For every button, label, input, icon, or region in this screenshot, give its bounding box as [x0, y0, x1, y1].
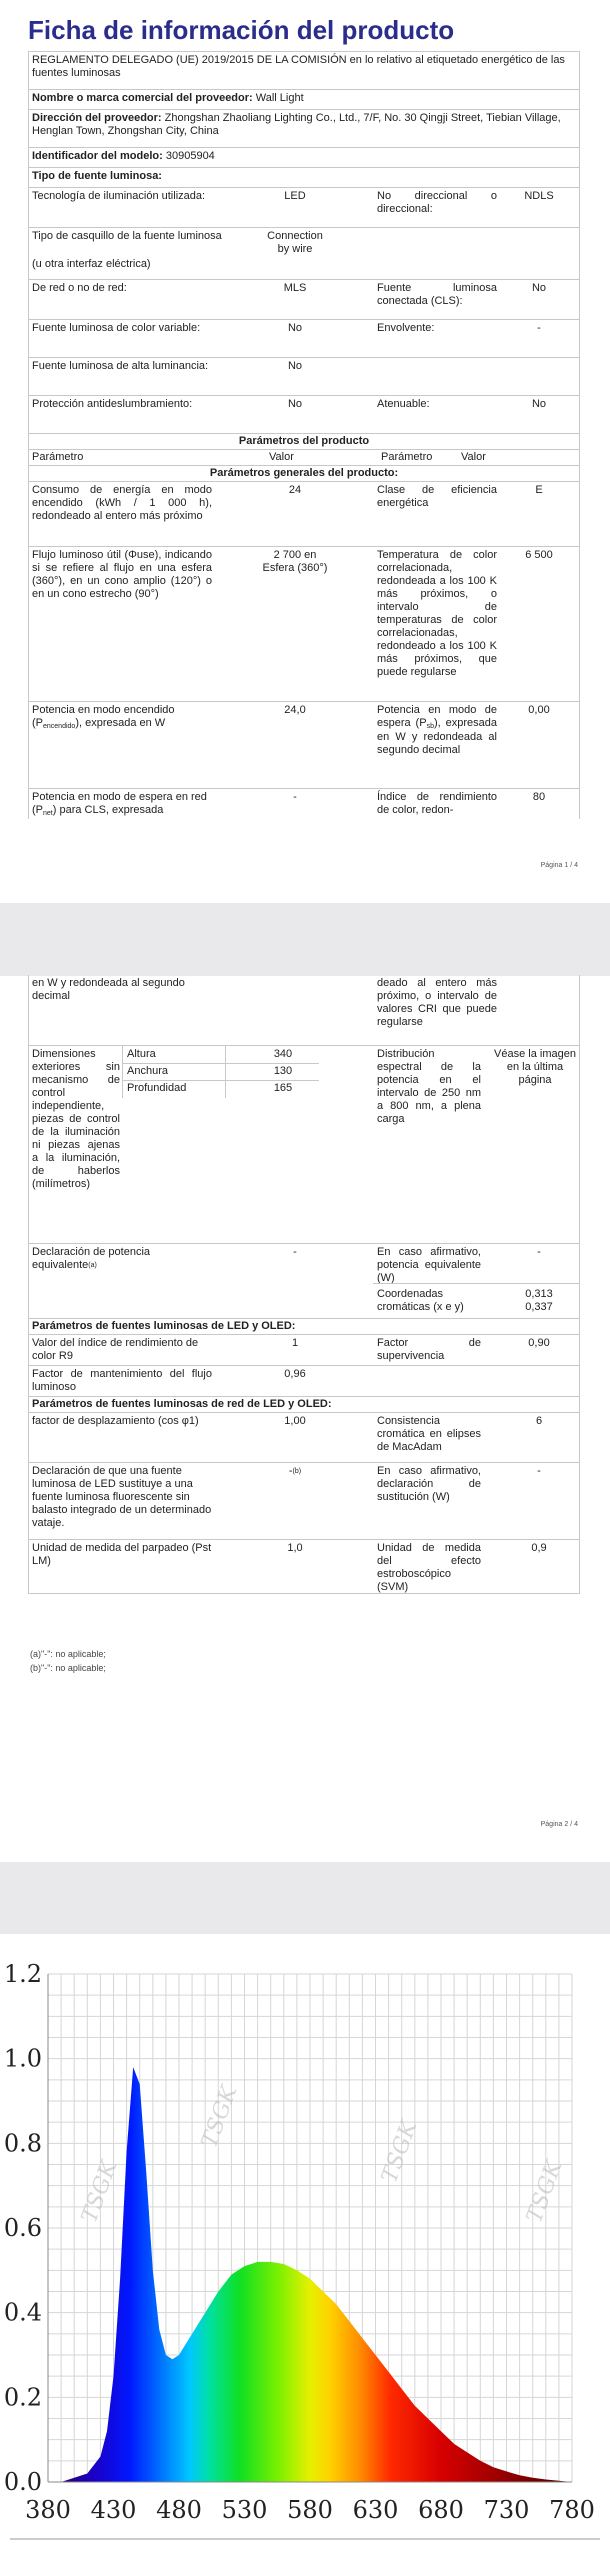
mains-header: Parámetros de fuentes luminosas de red de LED y OLED:	[32, 1398, 332, 1410]
cls-value: No	[531, 282, 547, 294]
maint-label: Factor de mantenimiento del flujo luminoso	[32, 1368, 212, 1393]
depth-label: Profundidad	[127, 1082, 187, 1094]
disp-row	[29, 1412, 579, 1462]
disp-value: 1,00	[284, 1415, 306, 1427]
cct-label: Temperatura de color correlacionada, redondeada a los 100 K más próximos, o intervalo de temperaturas de color correlacionadas, redondeado a los 100 K más próximos, que puede regularse	[377, 549, 497, 678]
address-label: Dirección del proveedor:	[32, 112, 162, 124]
footnote-b: (b)"-": no aplicable;	[30, 1663, 106, 1673]
flux-label: Flujo luminoso útil (Φuse), indicando si se refiere al flujo en una esfera (360°), en un cono amplio (120°) o en un cono estrecho (90°)	[32, 549, 212, 600]
svm-label: Unidad de medida del efecto estroboscópico (SVM)	[377, 1542, 481, 1593]
cap-row	[29, 227, 579, 279]
height-value: 340	[273, 1048, 293, 1060]
subst2-value: -	[537, 1465, 541, 1477]
led-header: Parámetros de fuentes luminosas de LED y OLED:	[32, 1320, 296, 1332]
cri-label: Índice de rendimiento de color, redon-	[377, 791, 497, 816]
y-tick-label: 0.8	[3, 2129, 42, 2158]
pnet-cont: en W y redondeada al segundo decimal	[32, 977, 185, 1002]
info-table-continued	[28, 975, 580, 1594]
dir-label: No direccional o direccional:	[377, 190, 497, 215]
width-label: Anchura	[127, 1065, 168, 1077]
page-number-1: Página 1 / 4	[540, 862, 578, 869]
cap-label: Tipo de casquillo de la fuente luminosa	[32, 230, 222, 242]
subst-value: -$^{(b)}$	[288, 1465, 302, 1477]
equiv2-label: En caso afirmativo, potencia equivalente (W)	[377, 1246, 481, 1284]
y-tick-label: 0.6	[3, 2214, 42, 2242]
params-header: Parámetros del producto	[238, 435, 370, 447]
maint-row	[29, 1365, 579, 1396]
info-table	[28, 51, 580, 819]
coord-y: 0,337	[525, 1301, 553, 1313]
type-label: Tipo de fuente luminosa:	[32, 170, 162, 182]
env-label: Envolvente:	[377, 322, 435, 334]
watermark-text: TSGK	[522, 2157, 568, 2227]
address-row	[29, 109, 579, 147]
pon-value: 24,0	[284, 704, 306, 716]
spd-label: Distribución espectral de la potencia en el intervalo de 250 nm a 800 nm, a plena carga	[377, 1048, 481, 1125]
coord-row	[29, 1283, 579, 1318]
eff-label: Clase de eficiencia energética	[377, 484, 497, 509]
page-title: Ficha de información del producto	[28, 15, 455, 45]
dims-label: Dimensiones exteriores sin mecanismo de control independiente, piezas de control de la iluminación ni piezas ajenas a la iluminación, de haberlos (milímetros)	[32, 1048, 120, 1190]
cri-cont: deado al entero más próximo, o intervalo de valores CRI que puede regularse	[377, 977, 497, 1028]
page-1	[0, 0, 610, 903]
svm-value: 0,9	[531, 1542, 547, 1554]
x-tick-label: 430	[90, 2496, 137, 2524]
x-tick-label: 630	[352, 2496, 399, 2524]
pst-label: Unidad de medida del parpadeo (Pst LM)	[32, 1542, 212, 1567]
surv-value: 0,90	[528, 1337, 550, 1349]
brand-label: Nombre o marca comercial del proveedor:	[32, 92, 253, 104]
brand-value: Wall Light	[255, 92, 304, 104]
cap-note: (u otra interfaz eléctrica)	[32, 258, 151, 270]
cls-label: Fuente luminosa conectada (CLS):	[377, 282, 497, 307]
col-param: Parámetro	[32, 451, 84, 463]
model-row	[29, 147, 579, 167]
cap-value: Connection by wire	[267, 230, 323, 255]
tech-value: LED	[284, 190, 306, 202]
col-value: Valor	[269, 451, 294, 463]
flux-value: 2 700 en Esfera (360°)	[262, 549, 328, 574]
surv-label: Factor de supervivencia	[377, 1337, 481, 1362]
glare-label: Protección antideslumbramiento:	[32, 398, 193, 410]
subst-row	[29, 1462, 579, 1539]
subst2-label: En caso afirmativo, declaración de sustitución (W)	[377, 1465, 481, 1503]
eff-value: E	[535, 484, 543, 496]
pnet-label: Potencia en modo de espera en red (Pnet) para CLS, expresada	[32, 791, 207, 817]
macadam-value: 6	[535, 1415, 543, 1427]
column-header-row	[29, 449, 579, 465]
col-value-2: Valor	[461, 451, 486, 463]
r9-label: Valor del índice de rendimiento de color R9	[32, 1337, 199, 1362]
depth-value: 165	[273, 1082, 293, 1094]
subst-label: Declaración de que una fuente luminosa de LED sustituye a una fuente luminosa fluorescente sin balasto integrado de un determinado vataje.	[32, 1465, 212, 1529]
params-header-row	[29, 433, 579, 449]
pst-value: 1,0	[287, 1542, 303, 1554]
page-2	[0, 976, 610, 1862]
maint-value: 0,96	[284, 1368, 306, 1380]
spectral-distribution-chart	[0, 1934, 610, 2560]
watermark-text: TSGK	[377, 2117, 423, 2187]
flux-row	[29, 546, 579, 701]
type-row	[29, 167, 579, 187]
dim-label: Atenuable:	[377, 398, 430, 410]
cct-value: 6 500	[525, 549, 553, 561]
r9-value: 1	[291, 1337, 299, 1349]
mains-value: MLS	[283, 282, 307, 294]
mains-header-row	[29, 1396, 579, 1412]
watermark	[77, 2081, 568, 2226]
coord-x: 0,313	[525, 1288, 553, 1300]
pst-row	[29, 1539, 579, 1594]
disp-label: factor de desplazamiento (cos φ1)	[32, 1415, 199, 1427]
watermark-text: TSGK	[197, 2082, 243, 2152]
y-tick-label: 0.4	[3, 2298, 42, 2327]
energy-value: 24	[288, 484, 302, 496]
x-tick-label: 680	[418, 2496, 464, 2524]
psb-value: 0,00	[528, 704, 550, 716]
glare-row	[29, 395, 579, 433]
power-row	[29, 701, 579, 788]
tech-label: Tecnología de iluminación utilizada:	[32, 190, 206, 202]
energy-row	[29, 481, 579, 546]
macadam-label: Consistencia cromática en elipses de MacAdam	[377, 1415, 481, 1453]
x-tick-label: 480	[156, 2496, 202, 2524]
x-tick-label: 580	[287, 2496, 333, 2524]
mains-row	[29, 279, 579, 319]
general-header: Parámetros generales del producto:	[209, 467, 399, 479]
energy-label: Consumo de energía en modo encendido (kWh / 1 000 h), redondeado al entero más próximo	[32, 484, 212, 522]
equiv-label: Declaración de potencia equivalente$^{(a)}$	[32, 1246, 151, 1271]
pon-label: Potencia en modo encendido (Pencendido), expresada en W	[32, 704, 175, 730]
y-tick-label: 1.2	[3, 1960, 42, 1988]
dim-value: No	[531, 398, 547, 410]
ctun-value: No	[287, 322, 303, 334]
pnet-cont-row	[29, 975, 579, 1045]
address-value: Zhongshan Zhaoliang Lighting Co., Ltd., 7/F, No. 30 Qingji Street, Tiebian Village, Henglan Town, Zhongshan City, China	[32, 112, 561, 137]
model-value: 30905904	[165, 150, 215, 162]
model-label: Identificador del modelo:	[32, 150, 163, 162]
env-value: -	[537, 322, 541, 334]
cri-value: 80	[532, 791, 546, 803]
dims-grid	[122, 1046, 319, 1098]
regulation-text: REGLAMENTO DELEGADO (UE) 2019/2015 DE LA COMISIÓN en lo relativo al etiquetado energético de las fuentes luminosas	[32, 54, 565, 79]
ctun-label: Fuente luminosa de color variable:	[32, 322, 201, 334]
pnet-value: -	[293, 791, 297, 803]
equiv-value: -	[293, 1246, 297, 1258]
regulation-row	[29, 51, 579, 89]
y-tick-label: 1.0	[3, 2044, 42, 2073]
general-header-row	[29, 465, 579, 481]
spd-value: Véase la imagen en la última página	[494, 1048, 576, 1086]
psb-label: Potencia en modo de espera (Psb), expresada en W y redondeada al segundo decimal	[377, 704, 497, 756]
x-tick-label: 530	[221, 2496, 268, 2524]
width-value: 130	[273, 1065, 293, 1077]
watermark-text: TSGK	[77, 2157, 123, 2227]
equiv2-value: -	[537, 1246, 541, 1258]
x-tick-label: 780	[549, 2496, 595, 2524]
hl-row	[29, 357, 579, 395]
y-tick-label: 0.2	[3, 2383, 42, 2412]
hl-value: No	[287, 360, 303, 372]
dir-value: NDLS	[524, 190, 554, 202]
y-tick-label: 0.0	[3, 2468, 42, 2496]
led-header-row	[29, 1318, 579, 1334]
col-param-2: Parámetro	[381, 451, 433, 463]
brand-row	[29, 89, 579, 109]
hl-label: Fuente luminosa de alta luminancia:	[32, 360, 209, 372]
height-label: Altura	[127, 1048, 156, 1060]
footnote-a: (a)"-": no aplicable;	[30, 1649, 106, 1659]
page-number-2: Página 2 / 4	[540, 1821, 578, 1828]
tech-row	[29, 187, 579, 227]
glare-value: No	[287, 398, 303, 410]
equiv-row	[29, 1243, 579, 1283]
ctun-row	[29, 319, 579, 357]
mains-label: De red o no de red:	[32, 282, 127, 294]
page-3	[0, 1934, 610, 2560]
pnet-row	[29, 788, 579, 819]
dims-row	[29, 1045, 579, 1243]
x-tick-label: 380	[25, 2496, 71, 2524]
r9-row	[29, 1334, 579, 1365]
x-tick-label: 730	[483, 2496, 530, 2524]
coord-label: Coordenadas cromáticas (x e y)	[377, 1288, 464, 1313]
